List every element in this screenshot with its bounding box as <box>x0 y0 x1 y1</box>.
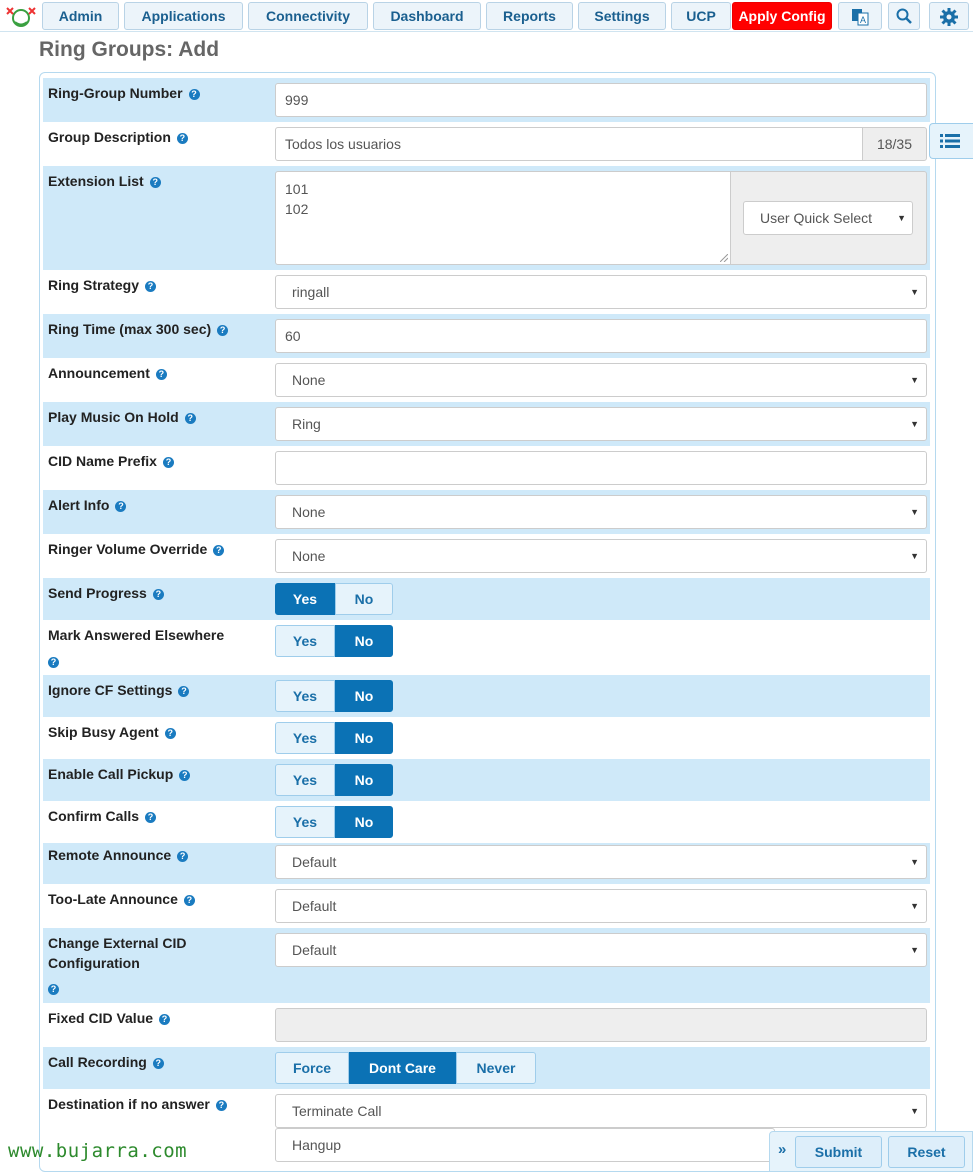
no-option[interactable]: No <box>335 583 393 615</box>
select-value: None <box>292 548 326 564</box>
field-label: Destination if no answer <box>48 1096 210 1112</box>
group-description-input[interactable]: Todos los usuarios <box>275 127 863 161</box>
help-icon[interactable]: ? <box>185 413 196 424</box>
call-pickup-toggle <box>275 764 393 796</box>
remote-announce-select[interactable] <box>275 845 927 879</box>
field-label: Ringer Volume Override <box>48 541 208 557</box>
too-late-announce-select[interactable] <box>275 889 927 923</box>
svg-text:A: A <box>860 15 867 25</box>
row-skip-busy <box>43 717 930 759</box>
help-icon[interactable]: ? <box>189 89 200 100</box>
help-icon[interactable]: ? <box>159 1014 170 1025</box>
no-option[interactable]: No <box>335 764 393 796</box>
extension-item: 102 <box>285 201 309 217</box>
field-label: Group Description <box>48 129 171 145</box>
help-icon[interactable]: ? <box>213 545 224 556</box>
change-ext-cid-select[interactable] <box>275 933 927 967</box>
caret-down-icon: ▼ <box>910 857 919 867</box>
destination-sub-select[interactable] <box>275 1128 775 1162</box>
resize-handle-icon[interactable] <box>720 254 728 262</box>
field-label: Play Music On Hold <box>48 409 179 425</box>
ring-time-input[interactable]: 60 <box>275 319 927 353</box>
row-confirm-calls <box>43 801 930 843</box>
call-recording-toggle <box>275 1052 536 1084</box>
field-label: Announcement <box>48 365 150 381</box>
field-label: Ring Strategy <box>48 277 140 293</box>
nav-applications[interactable]: Applications <box>124 2 243 30</box>
apply-config-button[interactable]: Apply Config <box>732 2 832 30</box>
watermark: www.bujarra.com <box>8 1140 188 1162</box>
help-icon[interactable]: ? <box>217 325 228 336</box>
help-icon[interactable]: ? <box>177 851 188 862</box>
mark-answered-toggle <box>275 625 393 657</box>
help-icon[interactable]: ? <box>48 657 59 668</box>
field-label: CID Name Prefix <box>48 453 157 469</box>
field-label: Too-Late Announce <box>48 891 178 907</box>
field-label: Ignore CF Settings <box>48 682 173 698</box>
confirm-calls-toggle <box>275 806 393 838</box>
ring-group-number-input[interactable]: 999 <box>275 83 927 117</box>
field-label: Confirm Calls <box>48 808 140 824</box>
select-value: Hangup <box>292 1137 342 1153</box>
caret-down-icon: ▼ <box>910 287 919 297</box>
nav-admin[interactable]: Admin <box>42 2 119 30</box>
select-value: Default <box>292 854 337 870</box>
caret-down-icon: ▼ <box>910 419 919 429</box>
row-ignore-cf <box>43 675 930 717</box>
cid-prefix-input[interactable] <box>275 451 927 485</box>
select-value: Default <box>292 942 337 958</box>
ringer-volume-select[interactable] <box>275 539 927 573</box>
field-label: Extension List <box>48 173 144 189</box>
translate-icon[interactable] <box>838 2 882 30</box>
action-bar <box>769 1131 973 1172</box>
help-icon[interactable]: ? <box>153 1058 164 1069</box>
nav-dashboard[interactable]: Dashboard <box>373 2 481 30</box>
field-label: Enable Call Pickup <box>48 766 174 782</box>
help-icon[interactable]: ? <box>177 133 188 144</box>
help-icon[interactable]: ? <box>48 984 59 995</box>
help-icon[interactable]: ? <box>115 501 126 512</box>
yes-option[interactable]: Yes <box>275 680 335 712</box>
page-title: Ring Groups: Add <box>39 38 220 61</box>
caret-down-icon: ▼ <box>910 901 919 911</box>
caret-down-icon: ▼ <box>910 945 919 955</box>
caret-down-icon: ▼ <box>910 507 919 517</box>
field-label: Ring-Group Number <box>48 85 183 101</box>
field-label: Remote Announce <box>48 847 172 863</box>
help-icon[interactable]: ? <box>156 369 167 380</box>
caret-down-icon: ▼ <box>910 1106 919 1116</box>
select-value: Ring <box>292 416 321 432</box>
no-option[interactable]: No <box>335 722 393 754</box>
field-label: Ring Time (max 300 sec) <box>48 321 212 337</box>
select-value: Default <box>292 898 337 914</box>
field-label: Send Progress <box>48 585 147 601</box>
nav-ucp[interactable]: UCP <box>671 2 731 30</box>
help-icon[interactable]: ? <box>145 281 156 292</box>
select-value: Terminate Call <box>292 1103 382 1119</box>
ignore-cf-toggle <box>275 680 393 712</box>
no-option[interactable]: No <box>335 680 393 712</box>
select-value: None <box>292 504 326 520</box>
reset-button[interactable]: Reset <box>888 1136 965 1168</box>
field-label: Fixed CID Value <box>48 1010 154 1026</box>
help-icon[interactable]: ? <box>165 728 176 739</box>
user-quick-select[interactable] <box>743 201 913 235</box>
field-label: Alert Info <box>48 497 110 513</box>
caret-down-icon: ▼ <box>910 551 919 561</box>
alert-info-select[interactable] <box>275 495 927 529</box>
field-label: Call Recording <box>48 1054 147 1070</box>
field-label: Skip Busy Agent <box>48 724 159 740</box>
row-mark-answered <box>43 620 930 675</box>
yes-option[interactable]: Yes <box>275 625 335 657</box>
nav-connectivity[interactable]: Connectivity <box>248 2 368 30</box>
fixed-cid-input <box>275 1008 927 1042</box>
yes-option[interactable]: Yes <box>275 764 335 796</box>
list-icon <box>940 133 960 149</box>
help-icon[interactable]: ? <box>184 895 195 906</box>
help-icon[interactable]: ? <box>145 812 156 823</box>
help-icon[interactable]: ? <box>150 177 161 188</box>
caret-down-icon: ▼ <box>910 375 919 385</box>
nav-reports[interactable]: Reports <box>486 2 573 30</box>
help-icon[interactable]: ? <box>216 1100 227 1111</box>
never-option[interactable]: Never <box>456 1052 536 1084</box>
submit-button[interactable]: Submit <box>795 1136 882 1168</box>
dont-care-option[interactable]: Dont Care <box>349 1052 456 1084</box>
force-option[interactable]: Force <box>275 1052 349 1084</box>
select-value: ringall <box>292 284 330 300</box>
caret-down-icon: ▼ <box>897 213 906 223</box>
freepbx-logo[interactable] <box>4 4 38 28</box>
extension-item: 101 <box>285 181 309 197</box>
no-option[interactable]: No <box>335 625 393 657</box>
announcement-select[interactable] <box>275 363 927 397</box>
expand-icon[interactable]: » <box>778 1141 787 1158</box>
yes-option[interactable]: Yes <box>275 722 335 754</box>
send-progress-toggle <box>275 583 393 615</box>
top-navbar <box>0 0 973 32</box>
skip-busy-toggle <box>275 722 393 754</box>
help-icon[interactable]: ? <box>153 589 164 600</box>
field-label: Mark Answered Elsewhere <box>48 627 225 643</box>
yes-option[interactable]: Yes <box>275 806 335 838</box>
char-counter: 18/35 <box>862 127 927 161</box>
extension-list-textarea[interactable] <box>275 171 731 265</box>
list-toggle-button[interactable] <box>929 123 973 159</box>
field-label: Change External CID <box>48 935 187 951</box>
row-call-pickup <box>43 759 930 801</box>
nav-settings[interactable]: Settings <box>578 2 666 30</box>
help-icon[interactable]: ? <box>178 686 189 697</box>
yes-option[interactable]: Yes <box>275 583 335 615</box>
destination-select[interactable] <box>275 1094 927 1128</box>
gear-icon[interactable] <box>929 2 969 30</box>
play-moh-select[interactable] <box>275 407 927 441</box>
select-value: None <box>292 372 326 388</box>
row-send-progress <box>43 578 930 620</box>
quick-select-label: User Quick Select <box>760 210 873 226</box>
ring-strategy-select[interactable] <box>275 275 927 309</box>
search-icon[interactable] <box>888 2 920 30</box>
no-option[interactable]: No <box>335 806 393 838</box>
help-icon[interactable]: ? <box>163 457 174 468</box>
help-icon[interactable]: ? <box>179 770 190 781</box>
field-label-line2: Configuration <box>48 955 140 971</box>
